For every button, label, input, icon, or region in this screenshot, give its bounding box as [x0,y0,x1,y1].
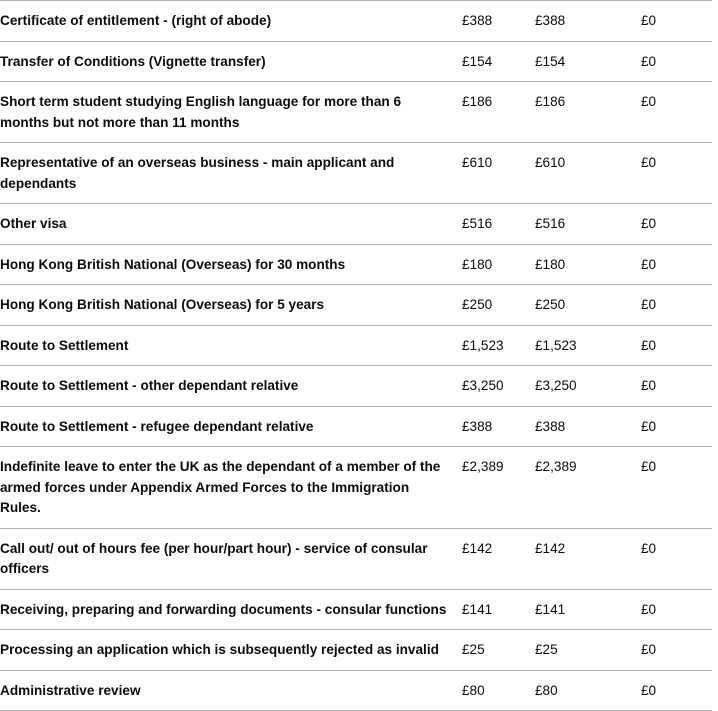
fee-amount-a: £388 [462,13,493,28]
table-row [0,204,712,245]
fee-amount-a: £388 [462,418,493,434]
table-row [0,366,712,407]
table-row [0,406,712,447]
fee-amount-c: £0 [641,682,657,698]
fee-amount-c: £0 [641,256,657,272]
fee-amount-c: £0 [641,216,657,231]
fee-amount-a: £25 [462,642,485,657]
fee-amount-c: £0 [641,337,657,353]
fee-amount-b: £388 [535,418,566,434]
table-row [0,82,712,143]
fee-description: Short term student studying English language for more than 6 months but not more than 11 months [0,94,402,130]
fee-description: Hong Kong British National (Overseas) for 30 months [0,256,346,272]
table-row [0,41,712,82]
table-row [0,528,712,589]
fee-description: Receiving, preparing and forwarding documents - consular functions [0,601,447,617]
fee-amount-b: £610 [535,155,566,170]
fee-amount-b: £142 [535,540,566,556]
fee-amount-a: £141 [462,601,493,617]
fee-amount-b: £141 [535,601,566,617]
fee-amount-a: £142 [462,540,493,556]
fee-amount-c: £0 [641,94,657,109]
fee-description: Administrative review [0,682,141,698]
fee-amount-a: £610 [462,155,493,170]
fee-amount-c: £0 [641,601,657,617]
fee-description: Hong Kong British National (Overseas) for 5 years [0,297,325,312]
fee-amount-c: £0 [641,418,657,434]
fee-amount-b: £516 [535,216,566,231]
fee-description: Certificate of entitlement - (right of abode) [0,13,272,28]
fee-amount-a: £3,250 [462,378,504,393]
fee-description: Route to Settlement - other dependant relative [0,378,299,393]
fee-amount-b: £2,389 [535,459,577,474]
fee-amount-a: £1,523 [462,337,504,353]
fee-amount-b: £186 [535,94,566,109]
fee-description: Indefinite leave to enter the UK as the dependant of a member of the armed forces under Appendix Armed Forces to the Immigration Rules. [0,459,441,515]
fee-amount-b: £1,523 [535,337,577,353]
table-row [0,325,712,366]
fee-amount-c: £0 [641,642,657,657]
table-row [0,589,712,630]
fee-amount-b: £25 [535,642,558,657]
table-row [0,244,712,285]
fee-amount-b: £388 [535,13,566,28]
table-row [0,630,712,671]
fees-table-body [0,1,712,711]
fee-amount-b: £3,250 [535,378,577,393]
fee-description: Route to Settlement [0,337,129,353]
fee-amount-b: £80 [535,682,558,698]
fee-amount-a: £80 [462,682,485,698]
fee-amount-a: £516 [462,216,493,231]
fee-amount-c: £0 [641,459,657,474]
fee-amount-c: £0 [641,155,657,170]
fee-amount-c: £0 [641,13,657,28]
fee-description: Route to Settlement - refugee dependant relative [0,418,314,434]
fee-amount-a: £250 [462,297,493,312]
fee-amount-b: £154 [535,53,566,69]
table-row [0,285,712,326]
fee-amount-c: £0 [641,378,657,393]
fee-description: Call out/ out of hours fee (per hour/part hour) - service of consular officers [0,540,428,576]
fee-amount-a: £2,389 [462,459,504,474]
fee-amount-a: £180 [462,256,493,272]
fee-amount-a: £186 [462,94,493,109]
fee-amount-c: £0 [641,53,657,69]
table-row [0,1,712,42]
fee-amount-c: £0 [641,297,657,312]
fee-description: Transfer of Conditions (Vignette transfer) [0,53,266,69]
table-row [0,143,712,204]
table-row [0,447,712,529]
fee-description: Processing an application which is subsequently rejected as invalid [0,642,439,657]
fee-amount-c: £0 [641,540,657,556]
fee-amount-b: £180 [535,256,566,272]
fee-description: Representative of an overseas business - main applicant and dependants [0,155,395,191]
table-row [0,670,712,711]
fee-amount-a: £154 [462,53,493,69]
fee-amount-b: £250 [535,297,566,312]
fee-description: Other visa [0,216,67,231]
